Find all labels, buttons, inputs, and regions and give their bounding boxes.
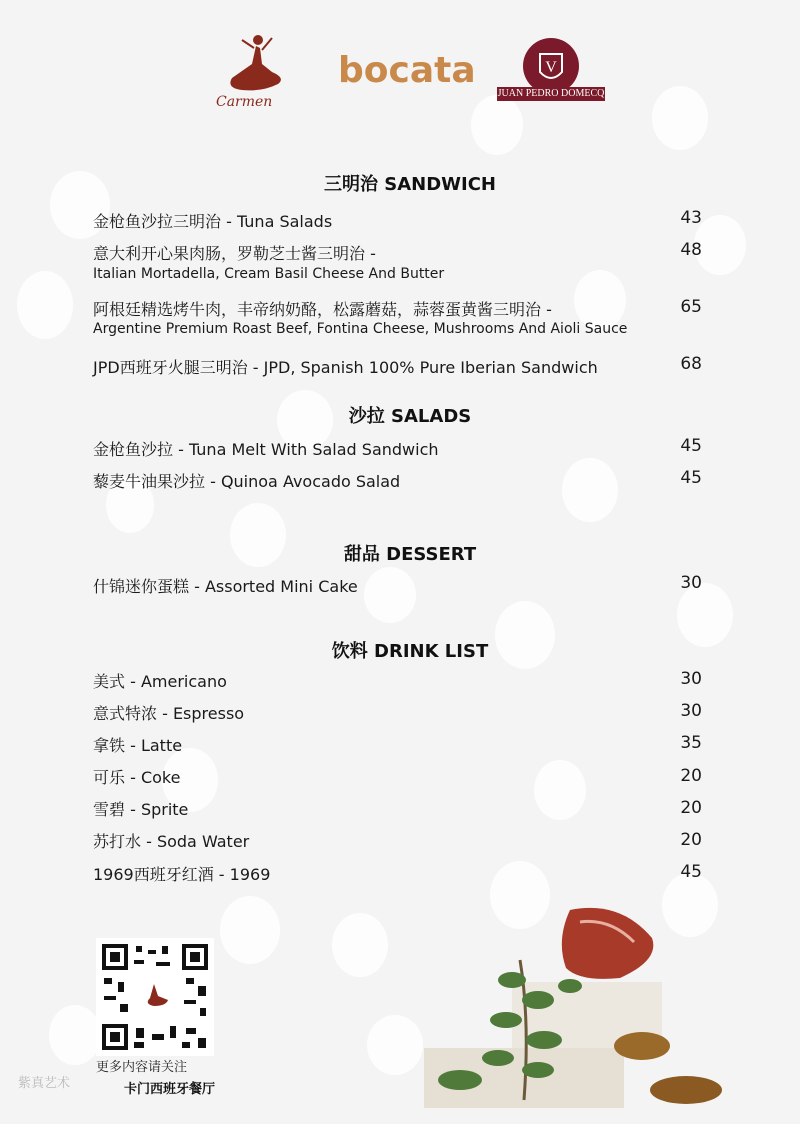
menu-item: 意式特浓 - Espresso — [93, 704, 245, 723]
menu-price: 68 — [680, 354, 702, 374]
section-title-sandwich: 三明治 SANDWICH — [324, 174, 496, 195]
menu-item: JPD西班牙火腿三明治 - JPD, Spanish 100% Pure Iberian Sandwich — [93, 358, 598, 377]
menu-price: 20 — [680, 766, 702, 786]
section-title-drinks: 饮料 DRINK LIST — [331, 641, 489, 662]
bocata-logo: bocata — [338, 50, 476, 91]
qr-caption: 更多内容请关注 — [96, 1060, 188, 1075]
menu-item-description: Italian Mortadella, Cream Basil Cheese And Butter — [93, 266, 445, 282]
section-title-salads: 沙拉 SALADS — [348, 406, 472, 427]
menu-price: 45 — [680, 862, 702, 882]
menu-price: 43 — [680, 208, 702, 228]
menu-price: 20 — [680, 830, 702, 850]
menu-item: 金枪鱼沙拉三明治 - Tuna Salads — [93, 212, 333, 231]
menu-price: 45 — [680, 436, 702, 456]
menu-item: 金枪鱼沙拉 - Tuna Melt With Salad Sandwich — [93, 440, 439, 459]
menu-price: 30 — [680, 701, 702, 721]
logo-bar — [0, 28, 800, 118]
menu-item: 藜麦牛油果沙拉 - Quinoa Avocado Salad — [93, 472, 401, 491]
menu-item: 什锦迷你蛋糕 - Assorted Mini Cake — [93, 577, 358, 596]
carmen-wordmark: Carmen — [216, 94, 273, 110]
menu-price: 48 — [680, 240, 702, 260]
jpd-wordmark: JUAN PEDRO DOMECQ — [497, 88, 605, 99]
menu-price: 65 — [680, 297, 702, 317]
menu-item: 雪碧 - Sprite — [93, 800, 189, 819]
menu-item: 苏打水 - Soda Water — [93, 832, 250, 851]
menu-price: 35 — [680, 733, 702, 753]
menu-item: 美式 - Americano — [93, 672, 227, 691]
menu-item: 阿根廷精选烤牛肉，丰帝纳奶酪，松露蘑菇，蒜蓉蛋黄酱三明治 - — [93, 300, 552, 319]
menu-item: 意大利开心果肉肠，罗勒芝士酱三明治 - — [93, 244, 376, 263]
menu-price: 45 — [680, 468, 702, 488]
section-title-dessert: 甜品 DESSERT — [343, 544, 477, 565]
ham-and-acorn-illustration — [420, 890, 750, 1115]
menu-price: 30 — [680, 573, 702, 593]
qr-code[interactable] — [96, 938, 214, 1056]
menu-item: 可乐 - Coke — [93, 768, 181, 787]
menu-item: 拿铁 - Latte — [93, 736, 183, 755]
menu-item: 1969西班牙红酒 - 1969 — [93, 865, 271, 884]
menu-item-description: Argentine Premium Roast Beef, Fontina Cheese, Mushrooms And Aioli Sauce — [93, 321, 628, 337]
menu-price: 20 — [680, 798, 702, 818]
menu-price: 30 — [680, 669, 702, 689]
qr-caption-restaurant: 卡门西班牙餐厅 — [124, 1082, 216, 1097]
watermark: 紫真艺术 — [18, 1076, 71, 1091]
svg-text:V: V — [545, 59, 557, 76]
